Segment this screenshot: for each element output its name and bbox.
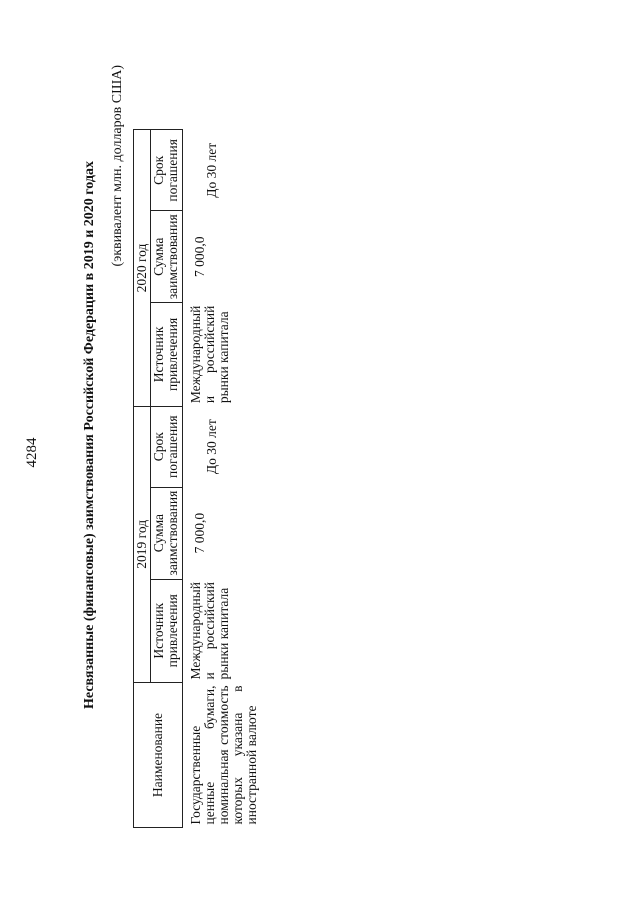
unit-note: (эквивалент млн. долларов США) bbox=[110, 65, 125, 267]
cell-term-2019: До 30 лет bbox=[203, 419, 219, 475]
cell-amount-2019: 7 000,0 bbox=[191, 512, 207, 554]
header-name: Наименование bbox=[134, 683, 183, 828]
cell-amount-2020: 7 000,0 bbox=[191, 236, 207, 277]
borrowings-table bbox=[133, 129, 261, 828]
cell-term-2020: До 30 лет bbox=[203, 142, 219, 198]
header-source-2020: Источник привлечения bbox=[151, 303, 182, 406]
header-term-2020: Срок погашения bbox=[151, 130, 182, 211]
header-term-2019: Срок погашения bbox=[151, 406, 182, 487]
page-number: 4284 bbox=[24, 437, 40, 468]
cell-source-2020: Международный и российский рынки капитала bbox=[187, 305, 231, 404]
document-title: Несвязанные (финансовые) заимствования Российской Федерации в 2019 и 2020 годах bbox=[82, 161, 97, 709]
table-row bbox=[182, 130, 261, 828]
header-year-2019: 2019 год bbox=[134, 406, 151, 682]
cell-source-2019: Международный и российский рынки капитала bbox=[187, 582, 231, 680]
header-amount-2019: Сумма заимствования bbox=[151, 487, 182, 579]
header-year-2020: 2020 год bbox=[134, 130, 151, 406]
cell-name: Государственные ценные бумаги, номинальная стоимость которых указана в иностранной валюте bbox=[187, 685, 260, 825]
header-source-2019: Источник привлечения bbox=[151, 579, 182, 682]
header-amount-2020: Сумма заимствования bbox=[151, 211, 182, 303]
